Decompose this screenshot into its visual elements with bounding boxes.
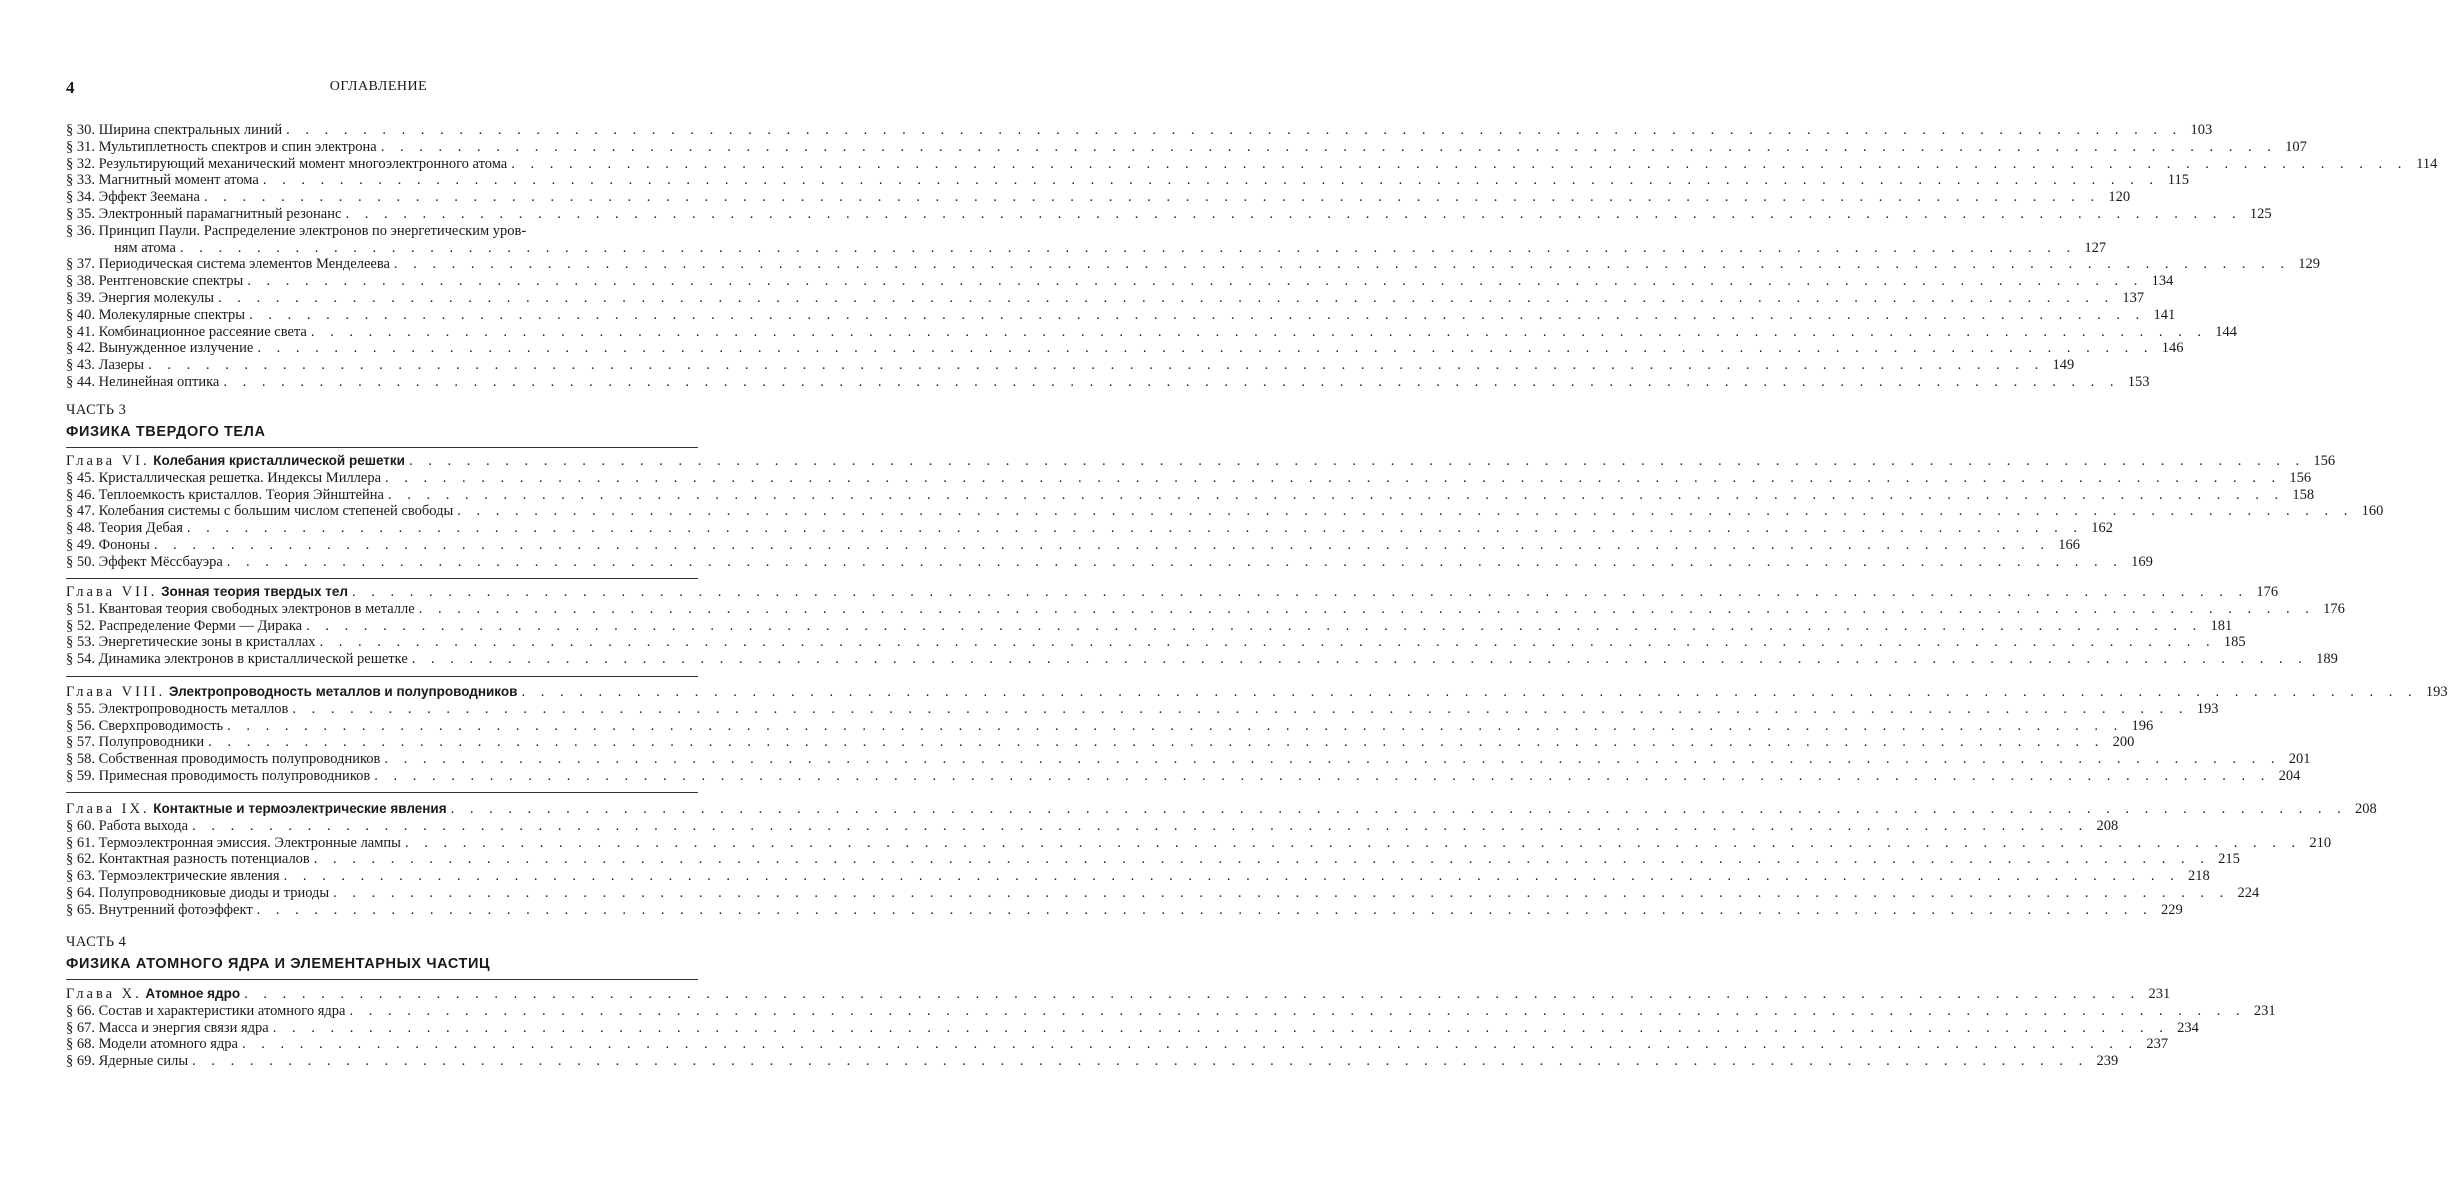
toc-entry[interactable]: § 55. Электропроводность металлов . . . 193 xyxy=(66,701,698,718)
toc-page-number: 224 xyxy=(2237,884,2260,901)
toc-page-number: 237 xyxy=(2146,1036,2169,1053)
toc-page-number: 176 xyxy=(2256,584,2279,600)
toc-page-number: 107 xyxy=(2285,138,2307,155)
chapter-8-block xyxy=(66,684,2448,785)
divider xyxy=(66,676,698,677)
toc-page-number: 134 xyxy=(2151,273,2174,290)
toc-page-number: 189 xyxy=(2316,651,2338,668)
toc-page-number: 169 xyxy=(2131,553,2153,570)
toc-entry[interactable]: § 66. Состав и характеристики атомного ядра . . . 231 xyxy=(66,1003,698,1020)
toc-page-number: 193 xyxy=(2425,684,2448,700)
toc-page-number: 229 xyxy=(2161,901,2183,918)
toc-entry[interactable]: § 44. Нелинейная оптика . . . 153 xyxy=(66,374,698,391)
toc-page-number: 185 xyxy=(2223,634,2246,651)
toc-page-number: 166 xyxy=(2058,536,2080,553)
divider xyxy=(66,447,698,448)
toc-page-number: 181 xyxy=(2210,617,2233,634)
toc-page-number: 153 xyxy=(2127,373,2150,390)
toc-entry[interactable]: § 43. Лазеры . . . 149 xyxy=(66,357,698,374)
toc-page-number: 176 xyxy=(2323,600,2345,617)
toc-entry[interactable]: § 52. Распределение Ферми — Дирака . . . 181 xyxy=(66,618,698,635)
toc-entry[interactable]: § 50. Эффект Мёссбауэра . . . 169 xyxy=(66,554,698,571)
toc-entry[interactable]: § 60. Работа выхода . . . 208 xyxy=(66,818,698,835)
toc-entry[interactable]: § 68. Модели атомного ядра . . . 237 xyxy=(66,1036,698,1053)
toc-entry[interactable]: § 30. Ширина спектральных линий . . . 103 xyxy=(66,122,698,139)
toc-entry[interactable]: § 59. Примесная проводимость полупроводников . . . 204 xyxy=(66,768,698,785)
toc-entry[interactable]: § 56. Сверхпроводимость . . . 196 xyxy=(66,718,698,735)
toc-page-number: 114 xyxy=(2416,155,2438,172)
toc-page-number: 201 xyxy=(2288,751,2311,768)
toc-page-number: 156 xyxy=(2313,453,2336,469)
toc-entry[interactable]: § 53. Энергетические зоны в кристаллах . . . 185 xyxy=(66,634,698,651)
toc-page-number: 158 xyxy=(2292,486,2315,503)
toc-page-number: 208 xyxy=(2096,817,2119,834)
toc-entry[interactable]: § 31. Мультиплетность спектров и спин электрона . . . 107 xyxy=(66,139,698,156)
toc-entry[interactable]: § 67. Масса и энергия связи ядра . . . 234 xyxy=(66,1020,698,1037)
toc-page-number: 125 xyxy=(2249,205,2272,222)
toc-page-number: 144 xyxy=(2215,323,2237,340)
toc-page-number: 156 xyxy=(2289,469,2312,486)
toc-entry[interactable]: § 37. Периодическая система элементов Менделеева . . . 129 xyxy=(66,256,698,273)
toc-entry[interactable]: § 48. Теория Дебая . . . 162 xyxy=(66,520,698,537)
toc-entry[interactable]: § 62. Контактная разность потенциалов . . . 215 xyxy=(66,851,698,868)
toc-entry[interactable]: § 61. Термоэлектронная эмиссия. Электронные лампы . . . 210 xyxy=(66,835,698,852)
toc-entry[interactable]: § 46. Теплоемкость кристаллов. Теория Эйнштейна . . . 158 xyxy=(66,487,698,504)
toc-page-number: 115 xyxy=(2167,172,2189,189)
toc-page-number: 234 xyxy=(2177,1019,2199,1036)
toc-entry[interactable]: § 51. Квантовая теория свободных электронов в металле . . . 176 xyxy=(66,601,698,618)
toc-page-number: 146 xyxy=(2161,340,2184,357)
toc-page-number: 160 xyxy=(2361,503,2384,520)
part-4-label: ЧАСТЬ 4 xyxy=(66,934,127,950)
toc-entry[interactable]: § 39. Энергия молекулы . . . 137 xyxy=(66,290,698,307)
toc-page-number: 210 xyxy=(2309,834,2332,851)
toc-page-number: 141 xyxy=(2153,306,2176,323)
toc-entry[interactable]: § 33. Магнитный момент атома . . . 115 xyxy=(66,172,698,189)
page-number: 4 xyxy=(66,78,75,97)
toc-page-number: 208 xyxy=(2354,801,2377,817)
toc-entry[interactable]: § 63. Термоэлектрические явления . . . 218 xyxy=(66,868,698,885)
toc-page-number: 137 xyxy=(2122,289,2145,306)
divider xyxy=(66,792,698,793)
toc-entry-continuation[interactable]: ням атома . . . 127 xyxy=(66,240,698,257)
toc-entry[interactable]: § 69. Ядерные силы . . . 239 xyxy=(66,1053,698,1070)
toc-page-number: 231 xyxy=(2253,1002,2276,1019)
toc-page-number: 193 xyxy=(2196,700,2219,717)
toc-entry[interactable]: § 35. Электронный парамагнитный резонанс . . . 125 xyxy=(66,206,698,223)
toc-page-number: 204 xyxy=(2278,767,2301,784)
toc-entry[interactable]: § 42. Вынужденное излучение . . . 146 xyxy=(66,340,698,357)
toc-entry[interactable]: § 57. Полупроводники . . . 200 xyxy=(66,734,698,751)
toc-entry[interactable]: § 47. Колебания системы с большим числом степеней свободы . . . 160 xyxy=(66,503,698,520)
toc-entry[interactable]: § 65. Внутренний фотоэффект . . . 229 xyxy=(66,902,698,919)
divider xyxy=(66,578,698,579)
toc-entry[interactable]: § 32. Результирующий механический момент многоэлектронного атома . . . 114 xyxy=(66,156,698,173)
toc-entry[interactable]: § 64. Полупроводниковые диоды и триоды . . . 224 xyxy=(66,885,698,902)
toc-page-number: 200 xyxy=(2112,734,2135,751)
chapter-heading[interactable]: Глава VI. Колебания кристаллической решетки . . . 156 xyxy=(66,453,698,470)
divider xyxy=(66,979,698,980)
toc-entry[interactable]: § 54. Динамика электронов в кристаллической решетке . . . 189 xyxy=(66,651,698,668)
part-3-title: ФИЗИКА ТВЕРДОГО ТЕЛА xyxy=(66,424,266,440)
part-4-title: ФИЗИКА АТОМНОГО ЯДРА И ЭЛЕМЕНТАРНЫХ ЧАСТИЦ xyxy=(66,956,491,972)
chapter-heading[interactable]: Глава VIII. Электропроводность металлов и полупроводников . . . 193 xyxy=(66,684,698,701)
toc-page-number: 215 xyxy=(2218,851,2240,868)
chapter-6-block xyxy=(66,453,2384,571)
running-head: ОГЛАВЛЕНИЕ xyxy=(329,79,428,94)
toc-entry[interactable]: § 49. Фононы . . . 166 xyxy=(66,537,698,554)
chapter-heading[interactable]: Глава X. Атомное ядро . . . 231 xyxy=(66,986,698,1003)
toc-entry[interactable]: § 58. Собственная проводимость полупроводников . . . 201 xyxy=(66,751,698,768)
toc-entry[interactable]: § 41. Комбинационное рассеяние света . . . 144 xyxy=(66,324,698,341)
toc-entry[interactable]: § 45. Кристаллическая решетка. Индексы Миллера . . . 156 xyxy=(66,470,698,487)
chapter-10-block xyxy=(66,986,2276,1070)
part-3-label: ЧАСТЬ 3 xyxy=(66,402,127,418)
toc-page-number: 162 xyxy=(2091,520,2114,537)
toc-entry[interactable]: § 40. Молекулярные спектры . . . 141 xyxy=(66,307,698,324)
toc-block-1 xyxy=(66,122,2438,391)
toc-page-number: 239 xyxy=(2096,1053,2119,1070)
toc-page-number: 149 xyxy=(2052,357,2075,374)
toc-page-number: 196 xyxy=(2131,717,2154,734)
toc-entry[interactable]: § 36. Принцип Паули. Распределение электронов по энергетическим уров- xyxy=(66,222,527,239)
toc-entry[interactable]: § 38. Рентгеновские спектры . . . 134 xyxy=(66,273,698,290)
toc-page-number: 103 xyxy=(2190,122,2213,138)
chapter-9-block xyxy=(66,801,2377,919)
chapter-heading[interactable]: Глава VII. Зонная теория твердых тел . . . 176 xyxy=(66,584,698,601)
chapter-heading[interactable]: Глава IX. Контактные и термоэлектрические явления . . . 208 xyxy=(66,801,698,818)
toc-page-number: 218 xyxy=(2187,868,2210,885)
toc-page-number: 129 xyxy=(2298,256,2321,273)
toc-page-number: 127 xyxy=(2084,239,2107,256)
chapter-7-block xyxy=(66,584,2345,668)
toc-page-number: 120 xyxy=(2108,189,2131,206)
toc-entry[interactable]: § 34. Эффект Зеемана . . . 120 xyxy=(66,189,698,206)
toc-page-number: 231 xyxy=(2148,986,2171,1002)
